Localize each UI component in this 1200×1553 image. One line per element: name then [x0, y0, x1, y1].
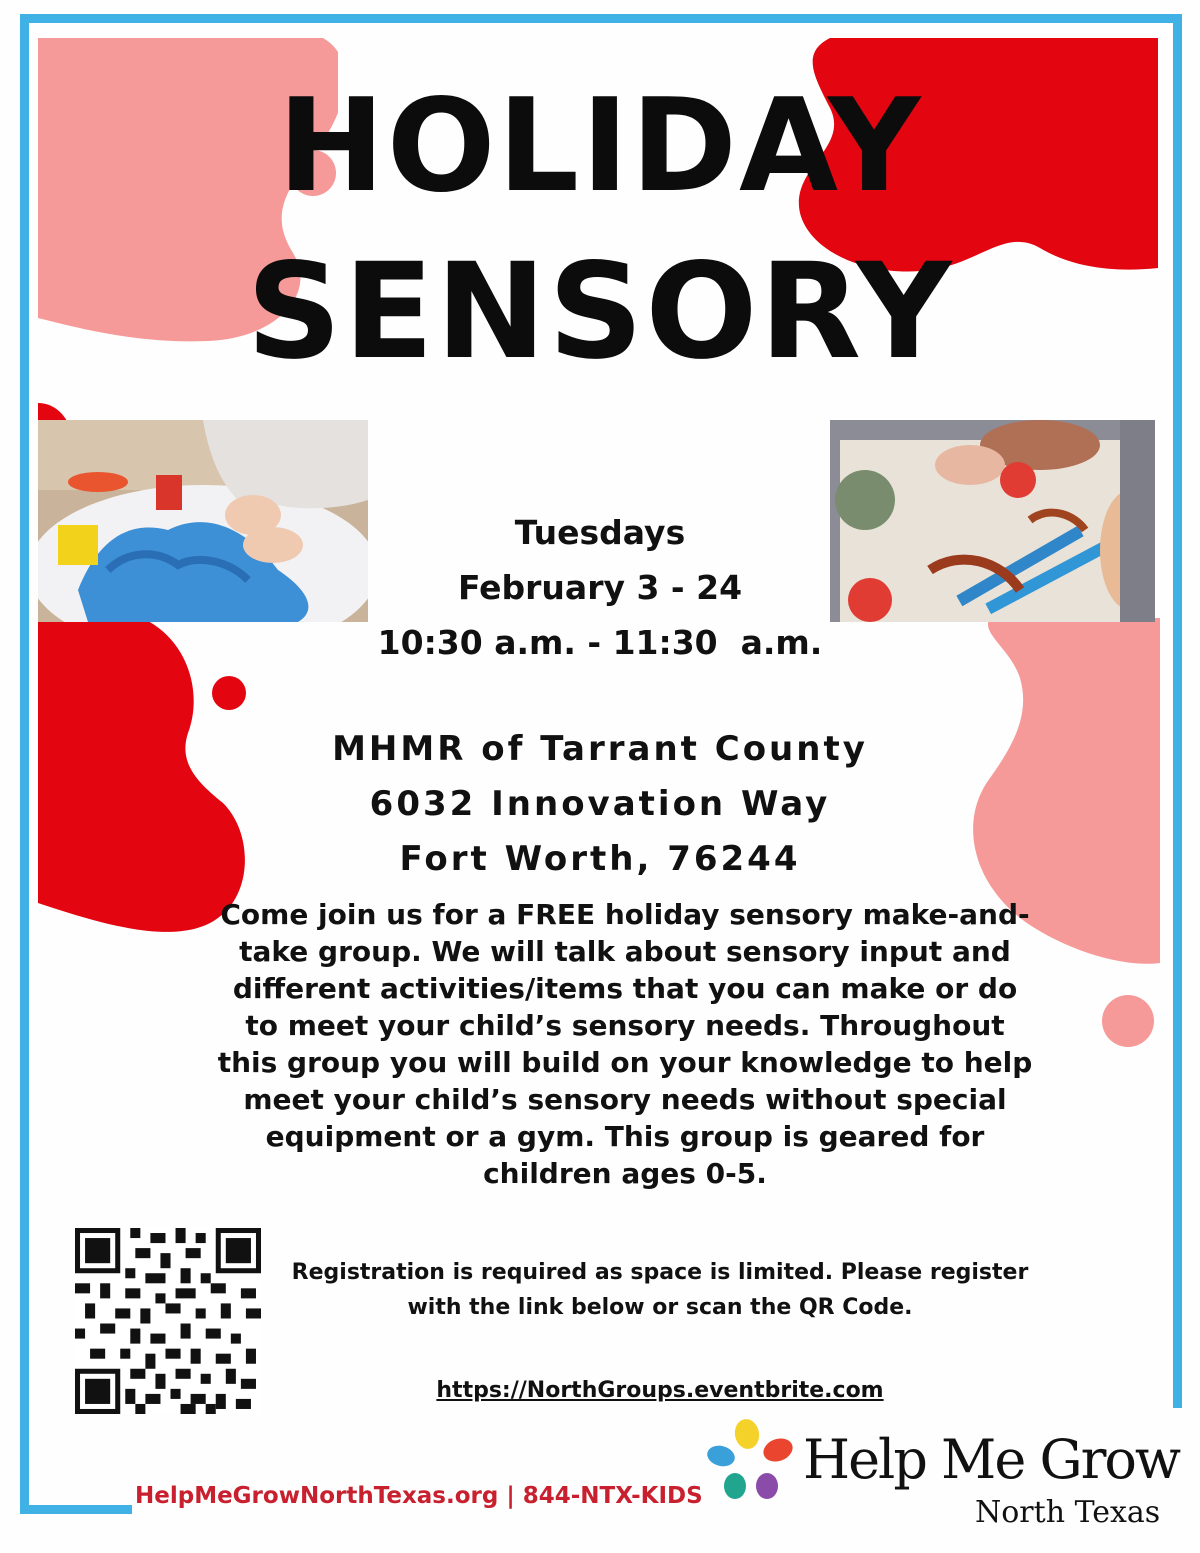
venue-street: 6032 Innovation Way	[369, 784, 831, 824]
qr-code[interactable]	[75, 1228, 261, 1414]
schedule-dates: February 3 - 24	[457, 568, 743, 607]
venue-name: MHMR of Tarrant County	[332, 729, 868, 769]
help-me-grow-flower-icon	[705, 1418, 800, 1503]
logo-text: Help Me Grow	[803, 1428, 1180, 1491]
schedule-day: Tuesdays	[514, 513, 686, 552]
schedule-time: 10:30 a.m. - 11:30 a.m.	[377, 623, 823, 662]
title-line-2: SENSORY	[246, 235, 954, 389]
logo-subtext: North Texas	[975, 1495, 1161, 1530]
title-line-1: HOLIDAY	[277, 72, 923, 221]
registration-link[interactable]: https://NorthGroups.eventbrite.com	[436, 1378, 884, 1403]
frame-top	[20, 14, 1182, 23]
venue	[0, 722, 1200, 887]
footer-contact[interactable]: HelpMeGrowNorthTexas.org | 844-NTX-KIDS	[135, 1483, 703, 1509]
event-description: Come join us for a FREE holiday sensory make-and-take group. We will talk about sensory input and different activities/items that you can make or do to meet your child’s sensory needs. Throughout this group you will build on your knowledge to help meet your child’s sensory needs without special equipment or a gym. This group is geared for children ages 0-5.	[217, 898, 1033, 1190]
frame-right	[1173, 14, 1182, 1408]
red-dot	[210, 674, 248, 712]
registration-note: Registration is required as space is limited. Please register with the link below or scan the QR Code.	[291, 1260, 1029, 1320]
schedule	[0, 505, 1200, 670]
pink-dot-right	[1100, 993, 1156, 1049]
frame-bottom	[20, 1505, 132, 1514]
venue-city: Fort Worth, 76244	[399, 839, 801, 879]
